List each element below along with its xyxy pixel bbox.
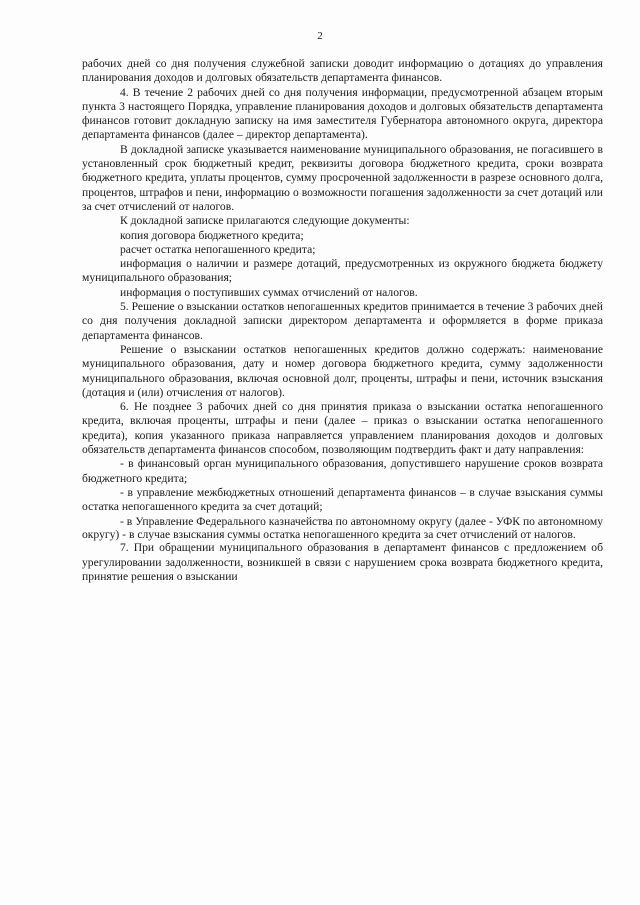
list-item-tax-deductions-info: информация о поступивших суммах отчислений от налогов. — [120, 285, 418, 299]
paragraph-item-7: 7. При обращении муниципального образования в департамент финансов с предложением об урегулировании задолженности, возникшей в связи с нарушением срока возврата бюджетного кредита, принятие решения о взыскании — [82, 541, 603, 583]
paragraph-item-5: 5. Решение о взыскании остатков непогашенных кредитов принимается в течение 3 рабочих дней со дня получения докладной записки директором департамента и оформляется в форме приказа департамента финансов. — [82, 300, 603, 342]
list-item-balance-calculation: расчет остатка непогашенного кредита; — [120, 242, 316, 256]
paragraph-decision-contents: Решение о взыскании остатков непогашенных кредитов должно содержать: наименование муниципального образования, дату и номер договора бюджетного кредита, сумму задолженности муниципального образования, включая основной долг, проценты, штрафы и пени, источник взыскания (дотация и (или) отчисления от налогов). — [82, 342, 603, 399]
paragraph-item-6: 6. Не позднее 3 рабочих дней со дня принятия приказа о взыскании остатка непогашенного кредита, включая проценты, штрафы и пени (далее – приказ о взыскании остатка непогашенного кредита), копия указанного приказа направляется управлением планирования доходов и долговых обязательств департамента финансов способом, позволяющим подтвердить факт и дату направления: — [82, 400, 603, 457]
paragraph-memo-contents: В докладной записке указывается наименование муниципального образования, не погасившего в установленный срок бюджетный кредит, реквизиты договора бюджетного кредита, сроки возврата бюджетного кредита, уплаты процентов, сумму просроченной задолженности в разрезе основного долга, процентов, штрафов и пени, информацию о возможности погашения задолженности за счет дотаций или за счет отчислений от налогов. — [82, 142, 603, 213]
document-body — [82, 57, 603, 584]
paragraph-continuation: рабочих дней со дня получения служебной записки доводит информацию о дотациях до управления планирования доходов и долговых обязательств департамента финансов. — [82, 57, 603, 85]
list-item-subsidies-info: информация о наличии и размере дотаций, предусмотренных из окружного бюджета бюджету муниципального образования; — [82, 257, 603, 285]
paragraph-attachments-intro: К докладной записке прилагаются следующие документы: — [120, 214, 410, 228]
list-item-recipient-interbudget-department: - в управление межбюджетных отношений департамента финансов – в случае взыскания суммы остатка непогашенного кредита за счет дотаций; — [82, 485, 603, 514]
paragraph-item-4: 4. В течение 2 рабочих дней со дня получения информации, предусмотренной абзацем вторым пункта 3 настоящего Порядка, управление планирования доходов и долговых обязательств департамента финансов готовит докладную записку на имя заместителя Губернатора автономного округа, директора департамента финансов (далее – директор департамента). — [82, 85, 603, 142]
list-item-recipient-financial-body: - в финансовый орган муниципального образования, допустившего нарушение сроков возврата бюджетного кредита; — [82, 457, 603, 485]
page-number: 2 — [317, 30, 323, 42]
list-item-recipient-treasury: - в Управление Федерального казначейства по автономному округу (далее - УФК по автономному округу) - в случае взыскания суммы остатка непогашенного кредита за счет отчислений от налогов. — [82, 514, 603, 541]
list-item-loan-agreement-copy: копия договора бюджетного кредита; — [120, 228, 304, 242]
